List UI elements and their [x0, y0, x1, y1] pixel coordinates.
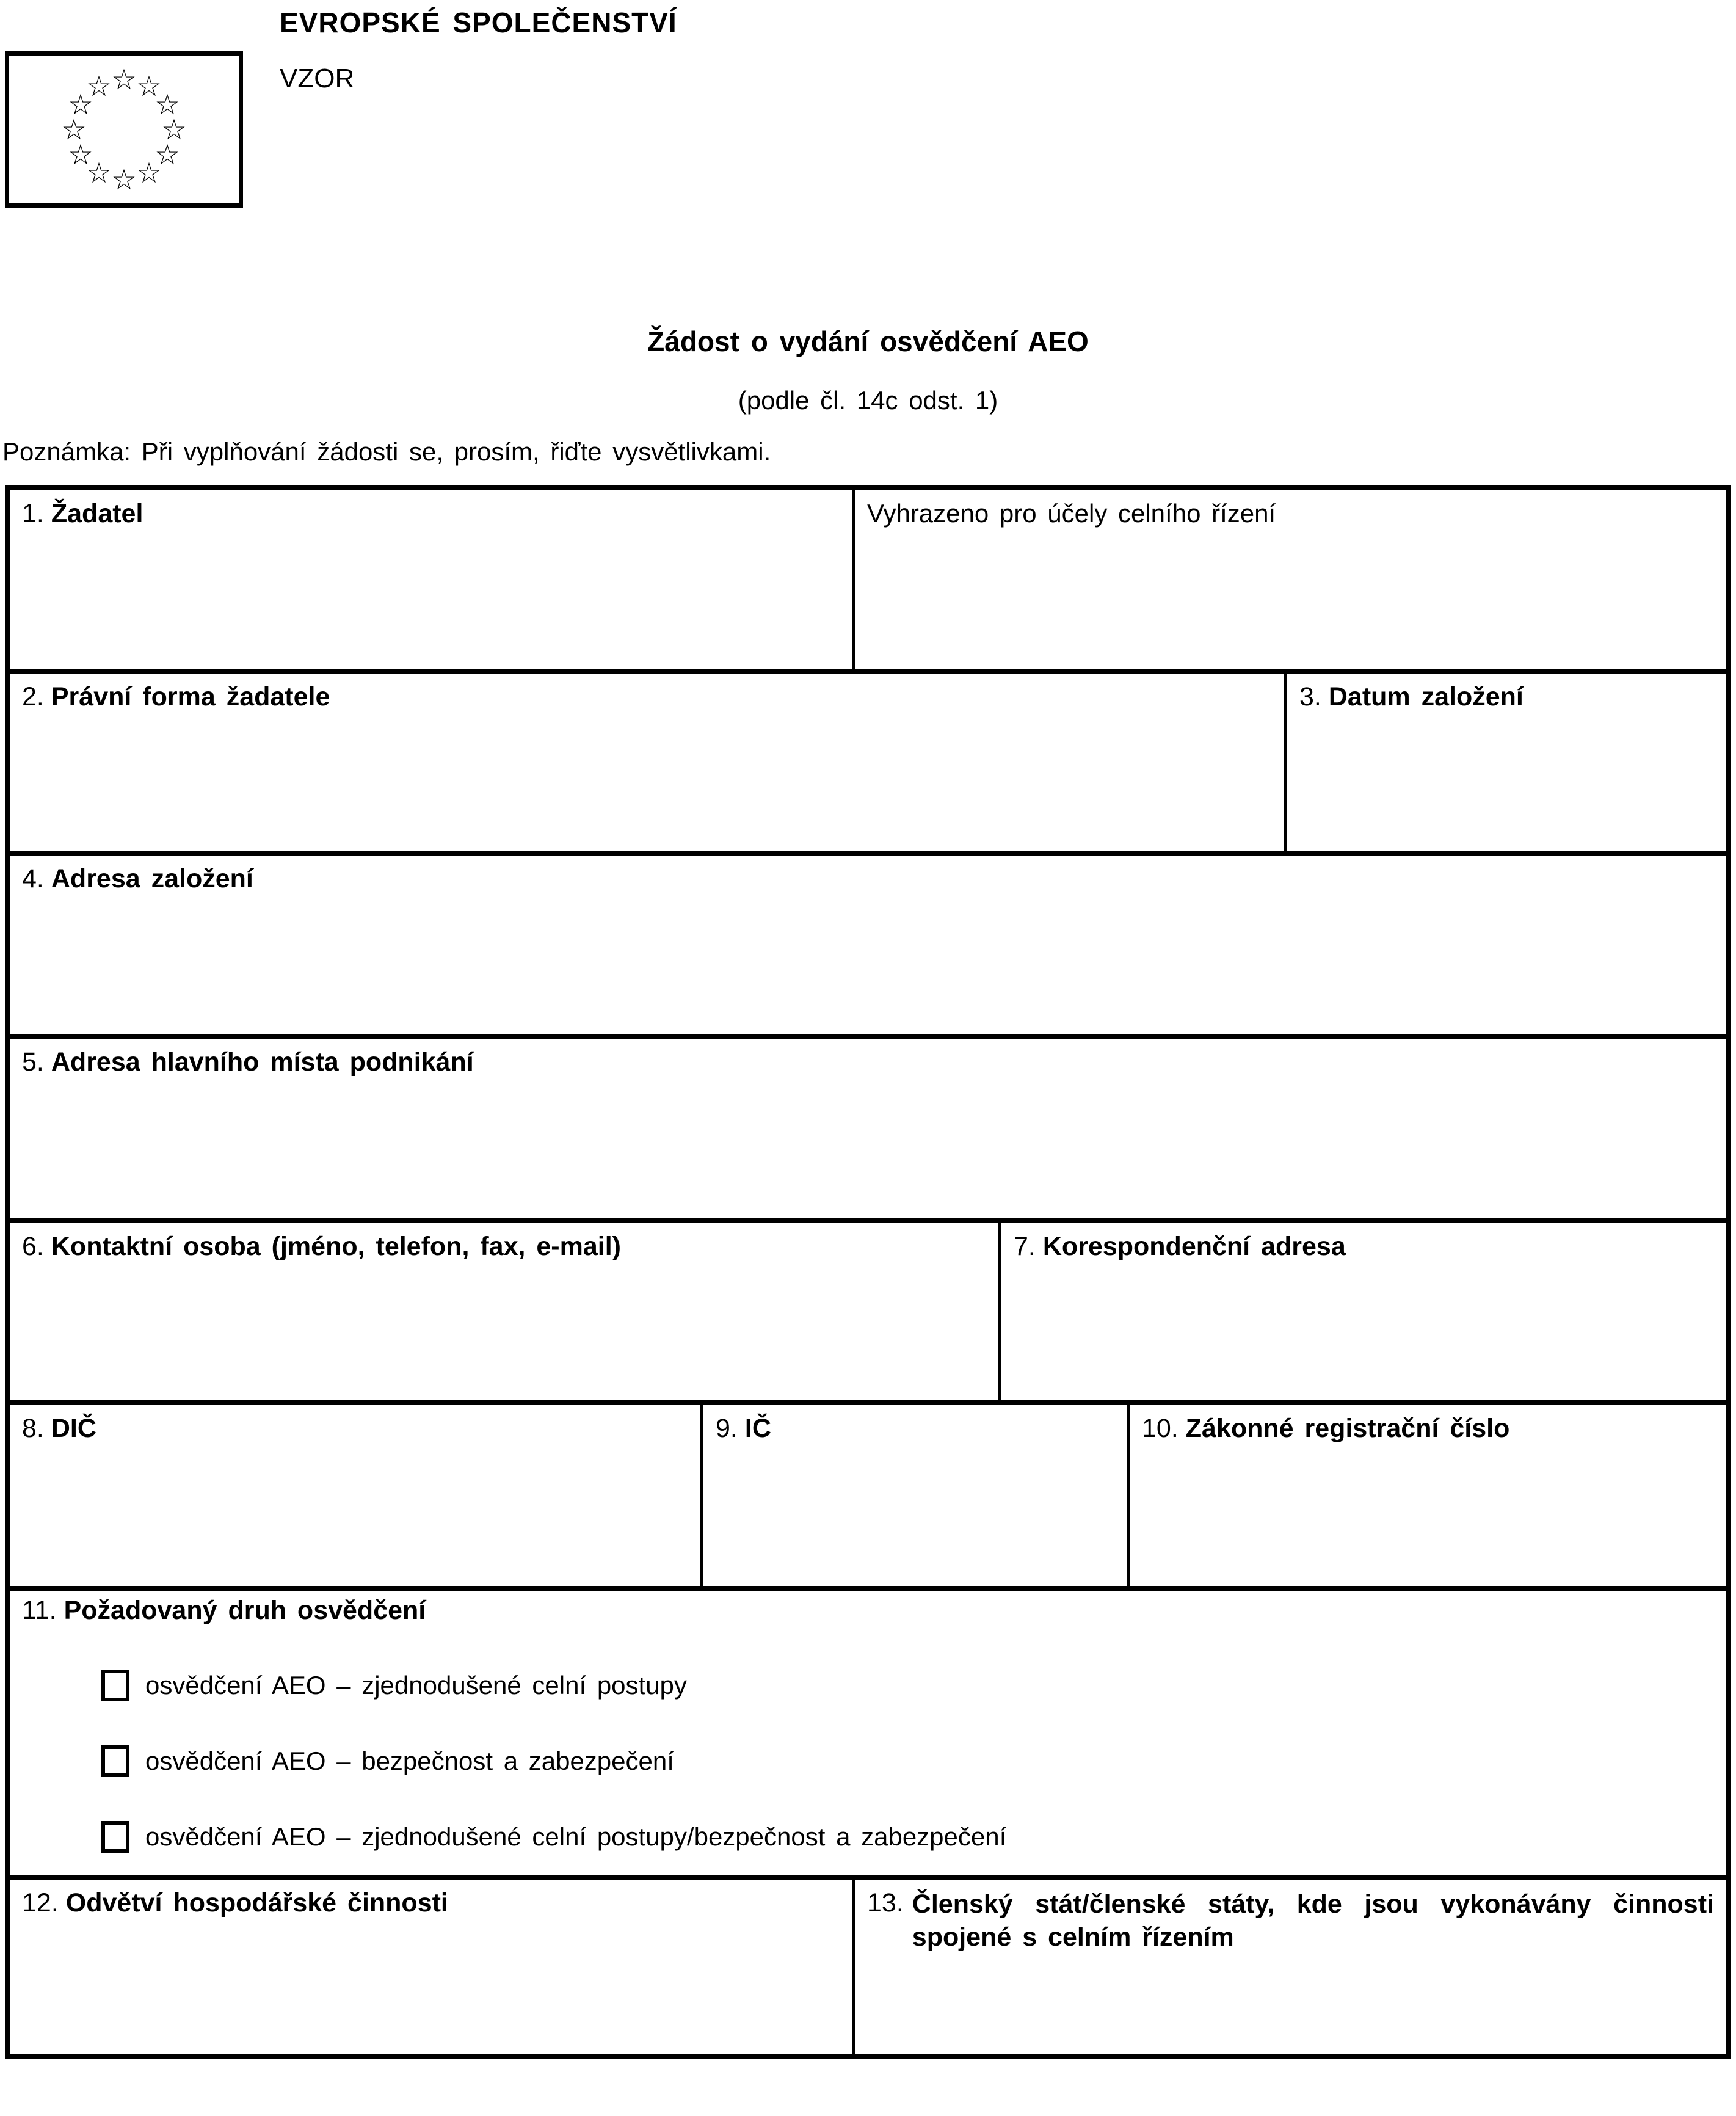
- field-number: 9.: [716, 1414, 738, 1443]
- row-2: [10, 669, 1726, 851]
- field-4-address-establishment: [10, 856, 1726, 1034]
- row-4: [10, 1034, 1726, 1218]
- eu-star-icon: ☆: [154, 89, 180, 120]
- row-7: [10, 1586, 1726, 1875]
- document-header: [280, 6, 677, 94]
- field-number: 12.: [22, 1888, 59, 1918]
- checkbox-icon[interactable]: [101, 1745, 129, 1777]
- row-5: [10, 1218, 1726, 1400]
- title-block: [0, 325, 1736, 415]
- eu-star-icon: ☆: [61, 114, 87, 145]
- field-label: Odvětví hospodářské činnosti: [65, 1888, 448, 1918]
- field-label: DIČ: [51, 1414, 96, 1443]
- checkbox-icon[interactable]: [101, 1821, 129, 1853]
- option-aeo-customs-simplifications: [101, 1670, 1714, 1701]
- field-label: Požadovaný druh osvědčení: [64, 1596, 426, 1625]
- field-13-member-states: [852, 1880, 1726, 2054]
- field-label: Žadatel: [51, 499, 143, 528]
- reserved-customs-label: Vyhrazeno pro účely celního řízení: [867, 499, 1276, 528]
- form-subtitle: (podle čl. 14c odst. 1): [738, 386, 998, 415]
- model-label: VZOR: [280, 64, 355, 93]
- option-label: osvědčení AEO – zjednodušené celní postupy: [145, 1671, 687, 1700]
- eu-star-icon: ☆: [68, 89, 93, 120]
- eu-star-icon: ☆: [86, 157, 112, 189]
- row-8: [10, 1875, 1726, 2054]
- reserved-customs-cell: [852, 490, 1726, 669]
- field-12-economic-sector: [10, 1880, 852, 2054]
- field-number: 5.: [22, 1047, 44, 1077]
- row-1: [10, 490, 1726, 669]
- note-text: Poznámka: Při vyplňování žádosti se, prosím, řiďte vysvětlivkami.: [2, 437, 771, 466]
- field-label: Korespondenční adresa: [1042, 1232, 1346, 1261]
- field-2-legal-form: [10, 674, 1284, 851]
- field-number: 3.: [1299, 682, 1321, 711]
- field-3-date-of-establishment: [1284, 674, 1726, 851]
- eu-star-icon: ☆: [86, 70, 112, 102]
- field-label: Zákonné registrační číslo: [1185, 1414, 1510, 1443]
- row-6: [10, 1400, 1726, 1586]
- field-number: 1.: [22, 499, 44, 528]
- eu-flag: [5, 51, 243, 208]
- form-title: Žádost o vydání osvědčení AEO: [647, 325, 1089, 357]
- option-aeo-security-safety: [101, 1745, 1714, 1777]
- field-label: Právní forma žadatele: [51, 682, 330, 711]
- eu-star-icon: ☆: [68, 139, 93, 170]
- eu-star-icon: ☆: [161, 114, 187, 145]
- field-8-vat-id: [10, 1405, 700, 1586]
- community-name: EVROPSKÉ SPOLEČENSTVÍ: [280, 7, 677, 38]
- field-number: 6.: [22, 1232, 44, 1261]
- option-label: osvědčení AEO – zjednodušené celní postupy/bezpečnost a zabezpečení: [145, 1822, 1007, 1851]
- field-5-address-main-business: [10, 1039, 1726, 1218]
- eu-star-icon: ☆: [154, 139, 180, 170]
- field-7-postal-address: [998, 1223, 1726, 1400]
- field-number: 7.: [1014, 1232, 1036, 1261]
- field-1-applicant: [10, 490, 852, 669]
- field-11-certificate-type: [10, 1591, 1726, 1875]
- field-9-trader-id: [700, 1405, 1127, 1586]
- eu-star-icon: ☆: [136, 157, 162, 189]
- application-form-table: [5, 485, 1731, 2059]
- eu-star-icon: ☆: [111, 164, 137, 195]
- eu-star-icon: ☆: [136, 70, 162, 102]
- field-6-contact-person: [10, 1223, 998, 1400]
- option-aeo-combined: [101, 1821, 1714, 1853]
- field-label: Členský stát/členské státy, kde jsou vykonávány činnosti spojené s celním řízením: [912, 1889, 1714, 1952]
- field-number: 4.: [22, 864, 44, 893]
- field-label: Datum založení: [1328, 682, 1524, 711]
- field-label: Adresa hlavního místa podnikání: [51, 1047, 474, 1077]
- field-10-legal-registration: [1127, 1405, 1726, 1586]
- option-label: osvědčení AEO – bezpečnost a zabezpečení: [145, 1747, 674, 1775]
- checkbox-icon[interactable]: [101, 1670, 129, 1701]
- field-label: Kontaktní osoba (jméno, telefon, fax, e-mail): [51, 1232, 621, 1261]
- eu-star-icon: ☆: [111, 64, 137, 95]
- row-3: [10, 851, 1726, 1034]
- field-number: 13.: [867, 1888, 904, 1918]
- field-label: Adresa založení: [51, 864, 253, 893]
- field-number: 10.: [1142, 1414, 1179, 1443]
- field-number: 8.: [22, 1414, 44, 1443]
- field-label: IČ: [744, 1414, 771, 1443]
- field-number: 2.: [22, 682, 44, 711]
- field-number: 11.: [22, 1596, 57, 1625]
